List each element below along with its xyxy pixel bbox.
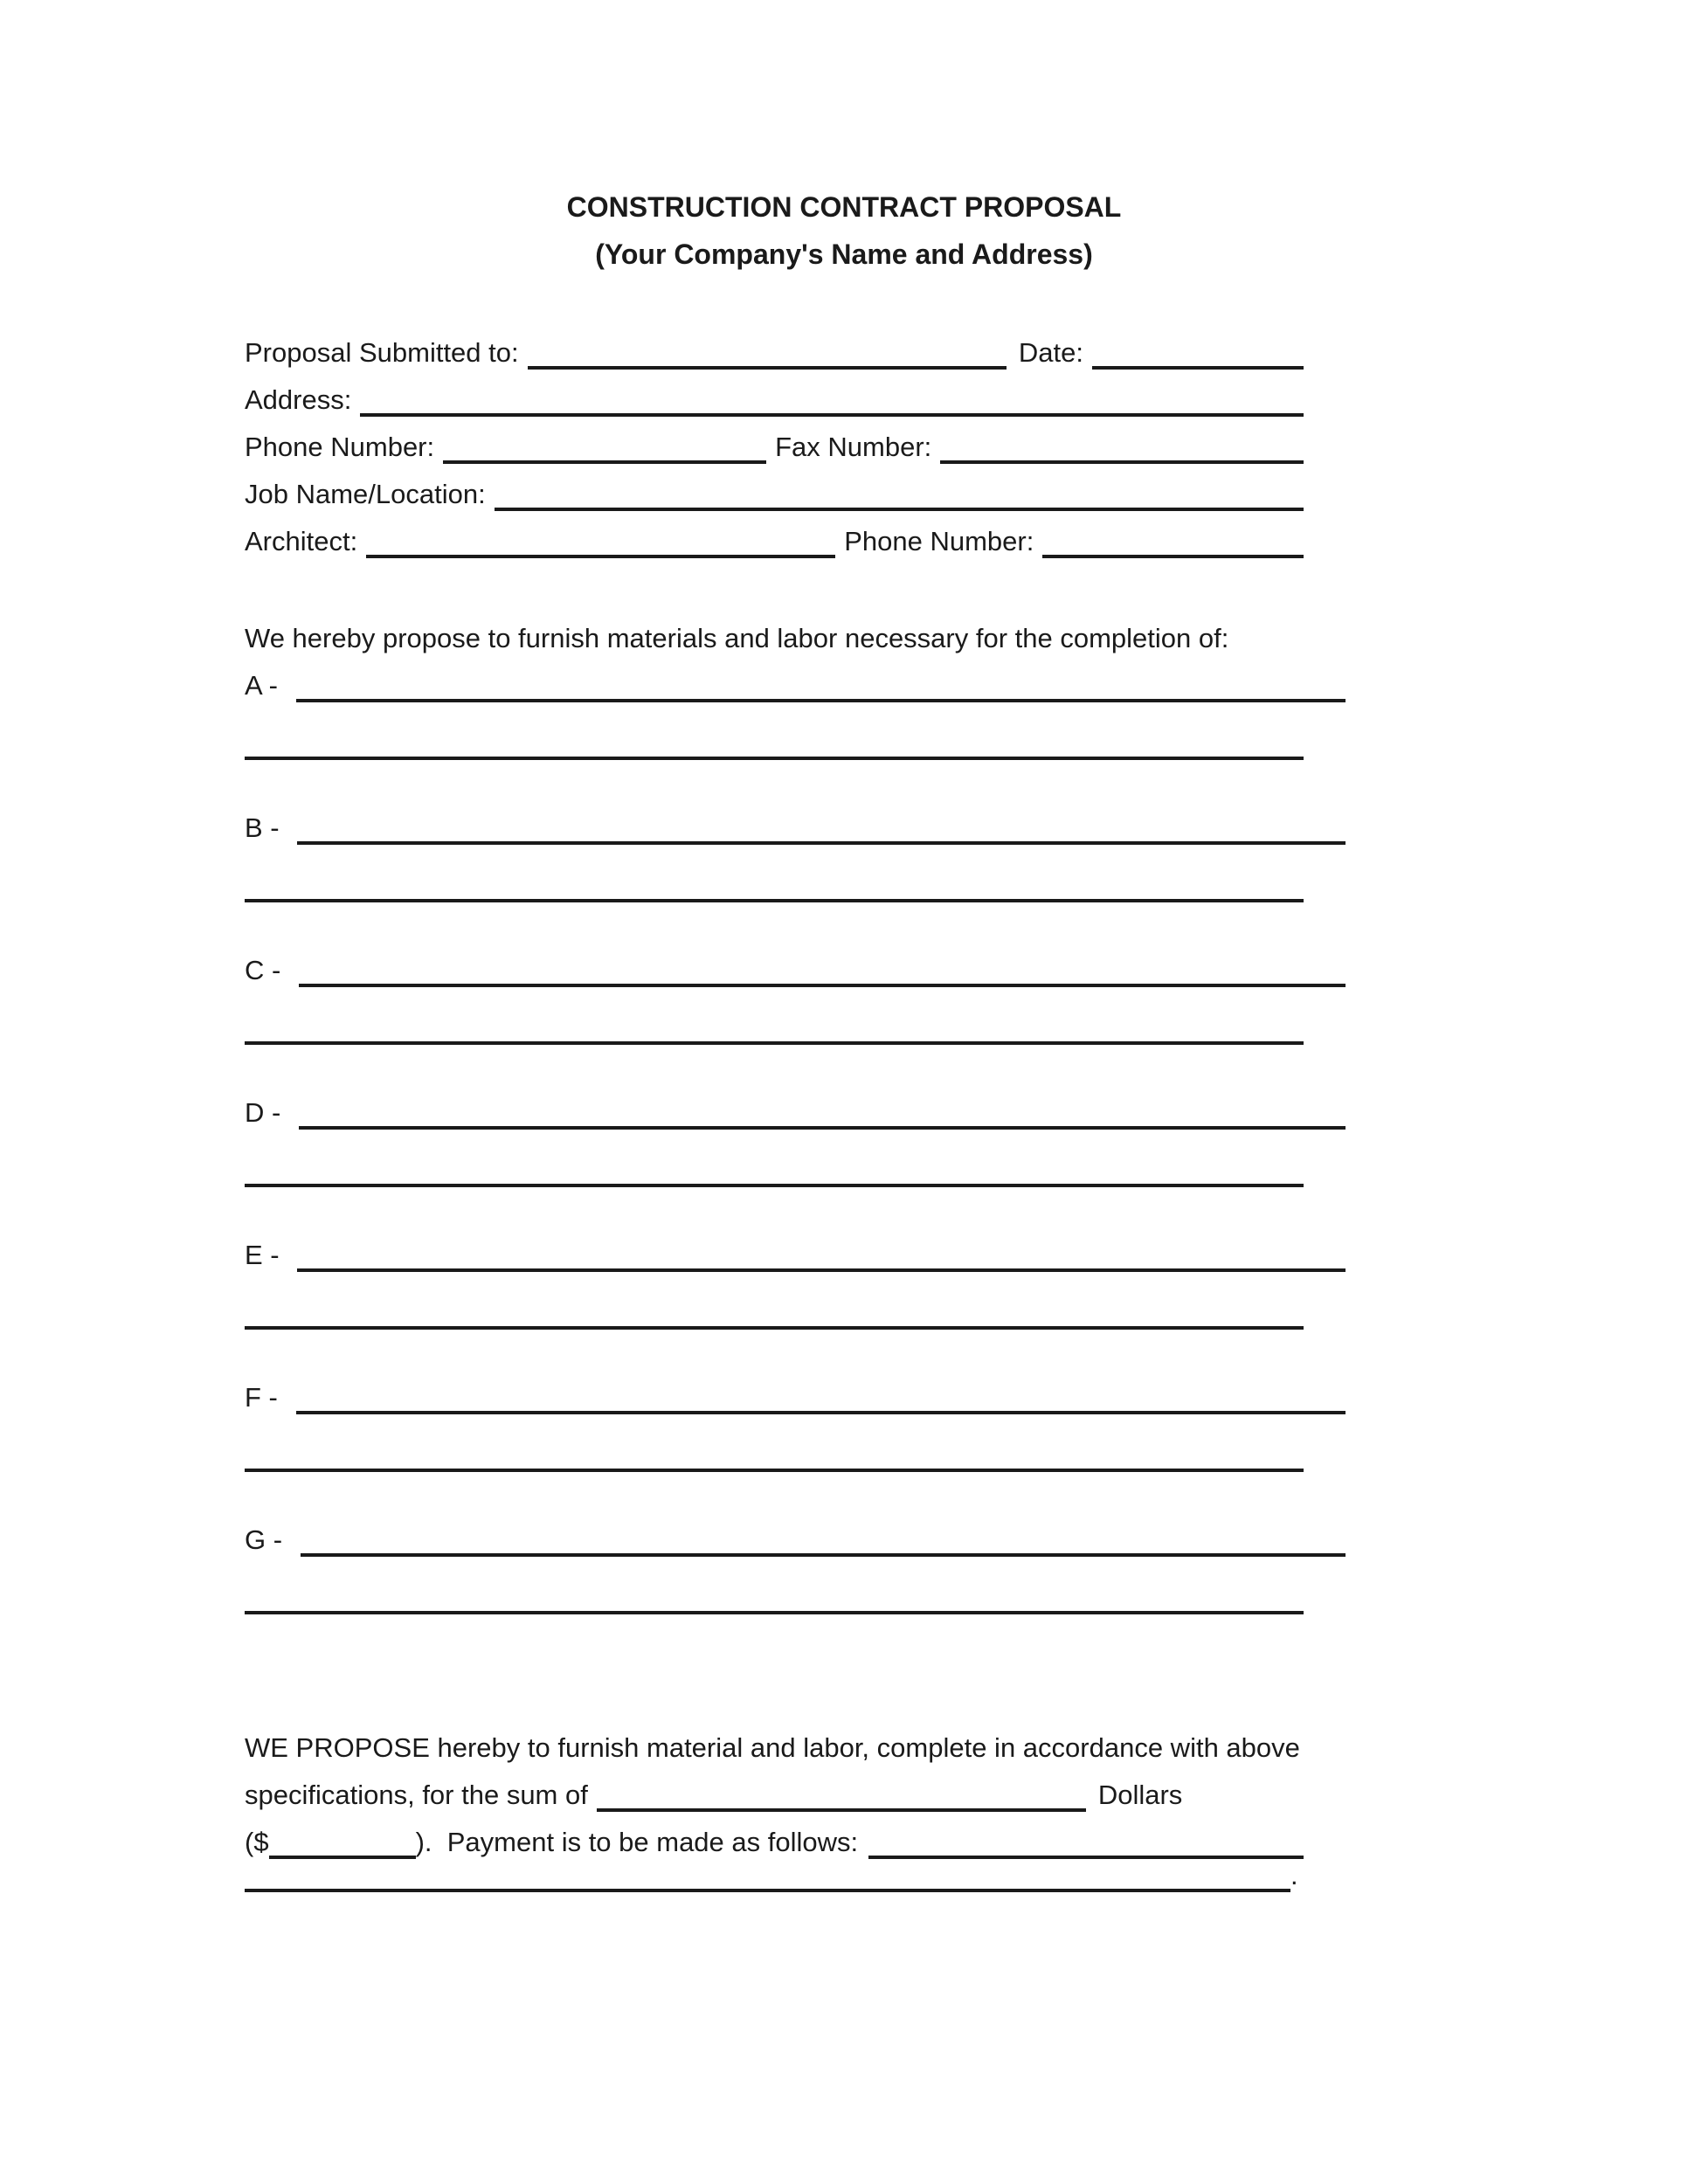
item-c-line[interactable] bbox=[299, 984, 1346, 987]
proposal-line-1 bbox=[245, 1724, 1304, 1772]
intro-paragraph bbox=[245, 615, 1346, 662]
item-section-d bbox=[245, 1089, 1346, 1231]
dollars-label: Dollars bbox=[1097, 1780, 1183, 1810]
item-c-row bbox=[245, 947, 1346, 994]
architect-line[interactable] bbox=[366, 555, 835, 558]
item-a-row bbox=[245, 662, 1346, 709]
payment-follows-label: ). Payment is to be made as follows: bbox=[415, 1827, 859, 1857]
item-f-continuation bbox=[245, 1469, 1346, 1516]
row-address bbox=[245, 377, 1304, 424]
sum-of-label: specifications, for the sum of bbox=[245, 1780, 588, 1810]
item-g-line[interactable] bbox=[301, 1553, 1346, 1557]
items-list bbox=[245, 662, 1346, 1658]
header-fields bbox=[245, 329, 1304, 565]
proposal-submitted-to-label: Proposal Submitted to: bbox=[245, 337, 519, 368]
item-a-line[interactable] bbox=[296, 699, 1346, 702]
item-d-line[interactable] bbox=[299, 1126, 1346, 1130]
job-name-location-line[interactable] bbox=[495, 508, 1304, 511]
payment-follows-continuation-line[interactable] bbox=[245, 1889, 1290, 1892]
item-section-f bbox=[245, 1374, 1346, 1516]
document-subtitle: (Your Company's Name and Address) bbox=[595, 238, 1093, 270]
date-label: Date: bbox=[1018, 337, 1083, 368]
fax-number-line[interactable] bbox=[940, 460, 1304, 464]
address-line[interactable] bbox=[360, 413, 1304, 417]
item-g-continuation-line[interactable] bbox=[245, 1611, 1304, 1614]
dollar-amount-line[interactable] bbox=[269, 1856, 416, 1859]
item-d-row bbox=[245, 1089, 1346, 1137]
item-b-label: B - bbox=[245, 812, 287, 843]
item-d-label: D - bbox=[245, 1097, 288, 1128]
item-a-continuation bbox=[245, 757, 1346, 804]
item-f-line[interactable] bbox=[296, 1411, 1346, 1414]
proposal-line-1-text: WE PROPOSE hereby to furnish material and labor, complete in accordance with above bbox=[245, 1732, 1300, 1763]
closing-period: . bbox=[1290, 1860, 1298, 1890]
item-f-continuation-line[interactable] bbox=[245, 1469, 1304, 1472]
row-proposal-submitted bbox=[245, 329, 1304, 377]
row-phone-fax bbox=[245, 424, 1304, 471]
address-label: Address: bbox=[245, 384, 352, 415]
date-line[interactable] bbox=[1092, 366, 1304, 370]
item-section-a bbox=[245, 662, 1346, 804]
architect-phone-line[interactable] bbox=[1042, 555, 1304, 558]
item-g-label: G - bbox=[245, 1524, 290, 1555]
fax-number-label: Fax Number: bbox=[775, 432, 932, 462]
document-title: CONSTRUCTION CONTRACT PROPOSAL bbox=[566, 191, 1122, 223]
item-b-continuation-line[interactable] bbox=[245, 899, 1304, 902]
payment-follows-line[interactable] bbox=[868, 1856, 1304, 1859]
item-a-continuation-line[interactable] bbox=[245, 757, 1304, 760]
dollar-sign-label: ($ bbox=[245, 1827, 269, 1857]
job-name-location-label: Job Name/Location: bbox=[245, 479, 486, 509]
item-d-continuation bbox=[245, 1184, 1346, 1231]
proposal-line-3 bbox=[245, 1819, 1304, 1866]
proposal-submitted-to-line[interactable] bbox=[528, 366, 1007, 370]
item-b-row bbox=[245, 805, 1346, 852]
item-g-continuation bbox=[245, 1611, 1346, 1658]
item-e-label: E - bbox=[245, 1240, 287, 1270]
title-block bbox=[0, 183, 1688, 278]
item-e-continuation bbox=[245, 1326, 1346, 1373]
phone-number-line[interactable] bbox=[443, 460, 766, 464]
sum-amount-words-line[interactable] bbox=[597, 1808, 1086, 1812]
item-d-continuation-line[interactable] bbox=[245, 1184, 1304, 1187]
architect-phone-label: Phone Number: bbox=[844, 526, 1034, 556]
item-f-label: F - bbox=[245, 1382, 286, 1413]
item-c-continuation-line[interactable] bbox=[245, 1041, 1304, 1045]
item-c-label: C - bbox=[245, 955, 288, 985]
item-section-e bbox=[245, 1232, 1346, 1373]
row-job-name bbox=[245, 471, 1304, 518]
item-g-row bbox=[245, 1517, 1346, 1564]
item-b-line[interactable] bbox=[297, 841, 1346, 845]
intro-text: We hereby propose to furnish materials and labor necessary for the completion of: bbox=[245, 623, 1229, 653]
item-section-g bbox=[245, 1517, 1346, 1658]
item-f-row bbox=[245, 1374, 1346, 1421]
proposal-paragraph bbox=[245, 1724, 1304, 1899]
architect-label: Architect: bbox=[245, 526, 358, 556]
item-section-c bbox=[245, 947, 1346, 1089]
item-e-line[interactable] bbox=[297, 1268, 1346, 1272]
phone-number-label: Phone Number: bbox=[245, 432, 435, 462]
item-e-continuation-line[interactable] bbox=[245, 1326, 1304, 1330]
item-section-b bbox=[245, 805, 1346, 946]
proposal-line-2 bbox=[245, 1772, 1304, 1819]
item-b-continuation bbox=[245, 899, 1346, 946]
item-e-row bbox=[245, 1232, 1346, 1279]
item-a-label: A - bbox=[245, 670, 286, 701]
row-architect bbox=[245, 518, 1304, 565]
item-c-continuation bbox=[245, 1041, 1346, 1089]
